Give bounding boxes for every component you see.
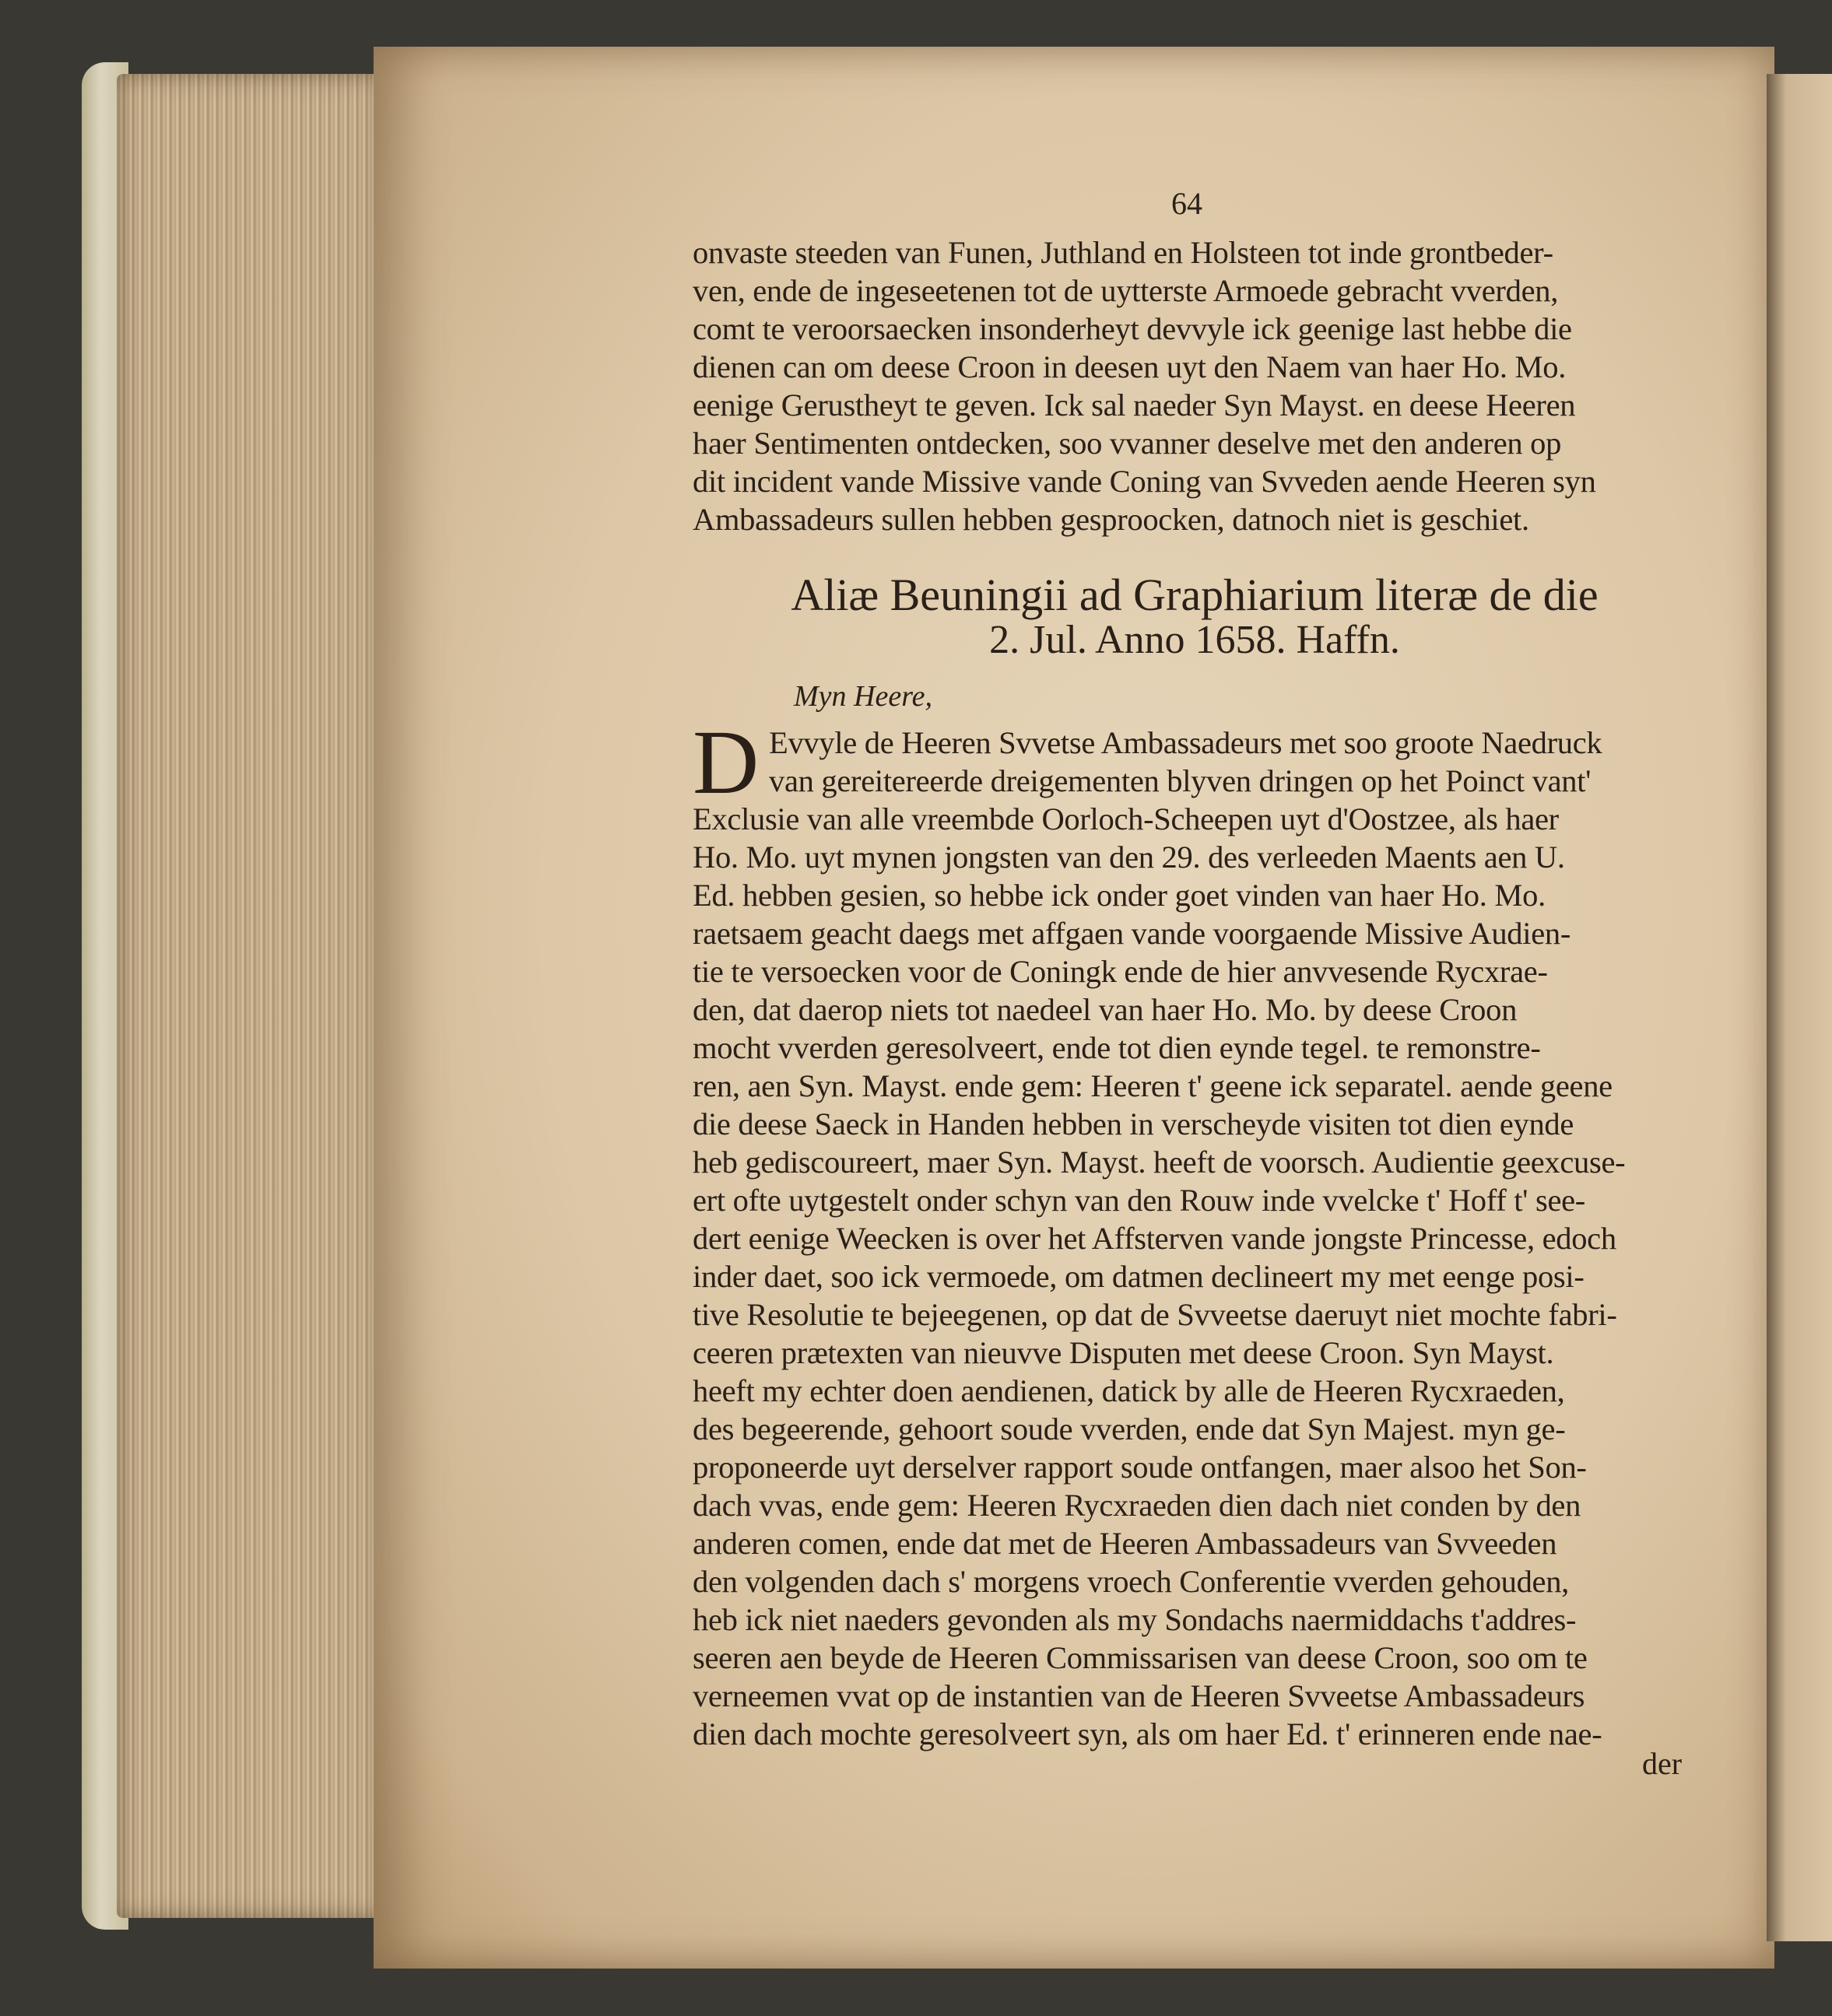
text-line: den, dat daerop niets tot naedeel van haer Ho. Mo. by deese Croon bbox=[693, 992, 1518, 1027]
catchword: der bbox=[1642, 1746, 1683, 1781]
text-line: tive Resolutie te bejeegenen, op dat de Svveetse daeruyt niet mochte fabri- bbox=[693, 1297, 1617, 1332]
text-line: dach vvas, ende gem: Heeren Rycxraeden dien dach niet conden by den bbox=[693, 1488, 1581, 1523]
text-line: heb ick niet naeders gevonden als my Sondachs naermiddachs t'addres- bbox=[693, 1602, 1577, 1637]
text-line: tie te versoecken voor de Coningk ende de hier anvvesende Rycxrae- bbox=[693, 954, 1548, 989]
text-line: heeft my echter doen aendienen, datick by alle de Heeren Rycxraeden, bbox=[693, 1373, 1565, 1408]
text-line: des begeerende, gehoort soude vverden, ende dat Syn Majest. myn ge- bbox=[693, 1411, 1566, 1446]
text-line: die deese Saeck in Handen hebben in verscheyde visiten tot dien eynde bbox=[693, 1106, 1574, 1141]
page-edges bbox=[117, 74, 385, 1918]
text-line: ren, aen Syn. Mayst. ende gem: Heeren t' geene ick separatel. aende geene bbox=[693, 1068, 1613, 1103]
heading-line-2: 2. Jul. Anno 1658. Haffn. bbox=[989, 618, 1400, 662]
text-line: ven, ende de ingeseetenen tot de uytterste Armoede gebracht vverden, bbox=[693, 273, 1559, 308]
text-line: proponeerde uyt derselver rapport soude ontfangen, maer alsoo het Son- bbox=[693, 1450, 1587, 1485]
text-line: Exclusie van alle vreembde Oorloch-Scheepen uyt d'Oostzee, als haer bbox=[693, 801, 1559, 836]
text-line: eenige Gerustheyt te geven. Ick sal naeder Syn Mayst. en deese Heeren bbox=[693, 387, 1576, 422]
text-line: comt te veroorsaecken insonderheyt devvyle ick geenige last hebbe die bbox=[693, 311, 1572, 346]
text-line: dert eenige Weecken is over het Affsterven vande jongste Princesse, edoch bbox=[693, 1221, 1616, 1256]
text-line: dit incident vande Missive vande Coning van Svveden aende Heeren syn bbox=[693, 464, 1596, 499]
text-line: mocht vverden geresolveert, ende tot dien eynde tegel. te remonstre- bbox=[693, 1030, 1541, 1065]
text-line: anderen comen, ende dat met de Heeren Ambassadeurs van Svveeden bbox=[693, 1526, 1557, 1561]
facing-page-edge bbox=[1767, 74, 1832, 1941]
text-line: seeren aen beyde de Heeren Commissarisen van deese Croon, soo om te bbox=[693, 1640, 1588, 1675]
section-heading bbox=[693, 572, 1697, 662]
heading-line-1: Aliæ Beuningii ad Graphiarium literæ de die bbox=[791, 570, 1599, 620]
text-line: dien dach mochte geresolveert syn, als om haer Ed. t' erinneren ende nae- bbox=[693, 1716, 1602, 1751]
text-line: Ed. hebben gesien, so hebbe ick onder goet vinden van haer Ho. Mo. bbox=[693, 878, 1546, 913]
page-number: 64 bbox=[1171, 186, 1202, 221]
text-line: Evvyle de Heeren Svvetse Ambassadeurs met soo groote Naedruck bbox=[769, 725, 1602, 760]
text-line: raetsaem geacht daegs met affgaen vande voorgaende Missive Audien- bbox=[693, 916, 1571, 951]
text-line: van gereitereerde dreigementen blyven dringen op het Poinct vant' bbox=[769, 763, 1592, 798]
text-line: ert ofte uytgestelt onder schyn van den Rouw inde vvelcke t' Hoff t' see- bbox=[693, 1183, 1585, 1218]
text-line: dienen can om deese Croon in deesen uyt den Naem van haer Ho. Mo. bbox=[693, 349, 1567, 384]
text-line: inder daet, soo ick vermoede, om datmen declineert my met eenge posi- bbox=[693, 1259, 1585, 1294]
top-paragraph bbox=[693, 233, 1697, 538]
text-line: ceeren prætexten van nieuvve Disputen met deese Croon. Syn Mayst. bbox=[693, 1335, 1554, 1370]
text-line: Ambassadeurs sullen hebben gesproocken, datnoch niet is geschiet. bbox=[693, 502, 1529, 537]
text-line: Ho. Mo. uyt mynen jongsten van den 29. des verleeden Maents aen U. bbox=[693, 840, 1565, 875]
salutation: Myn Heere, bbox=[794, 680, 932, 713]
text-line: onvaste steeden van Funen, Juthland en Holsteen tot inde grontbeder- bbox=[693, 235, 1553, 270]
text-line: den volgenden dach s' morgens vroech Conferentie vverden gehouden, bbox=[693, 1564, 1570, 1599]
text-line: verneemen vvat op de instantien van de Heeren Svveetse Ambassadeurs bbox=[693, 1678, 1585, 1713]
text-line: haer Sentimenten ontdecken, soo vvanner deselve met den anderen op bbox=[693, 426, 1562, 461]
drop-cap: D bbox=[693, 711, 760, 813]
letter-body bbox=[693, 711, 1697, 1753]
text-line: heb gediscoureert, maer Syn. Mayst. heeft de voorsch. Audientie geexcuse- bbox=[693, 1145, 1626, 1180]
